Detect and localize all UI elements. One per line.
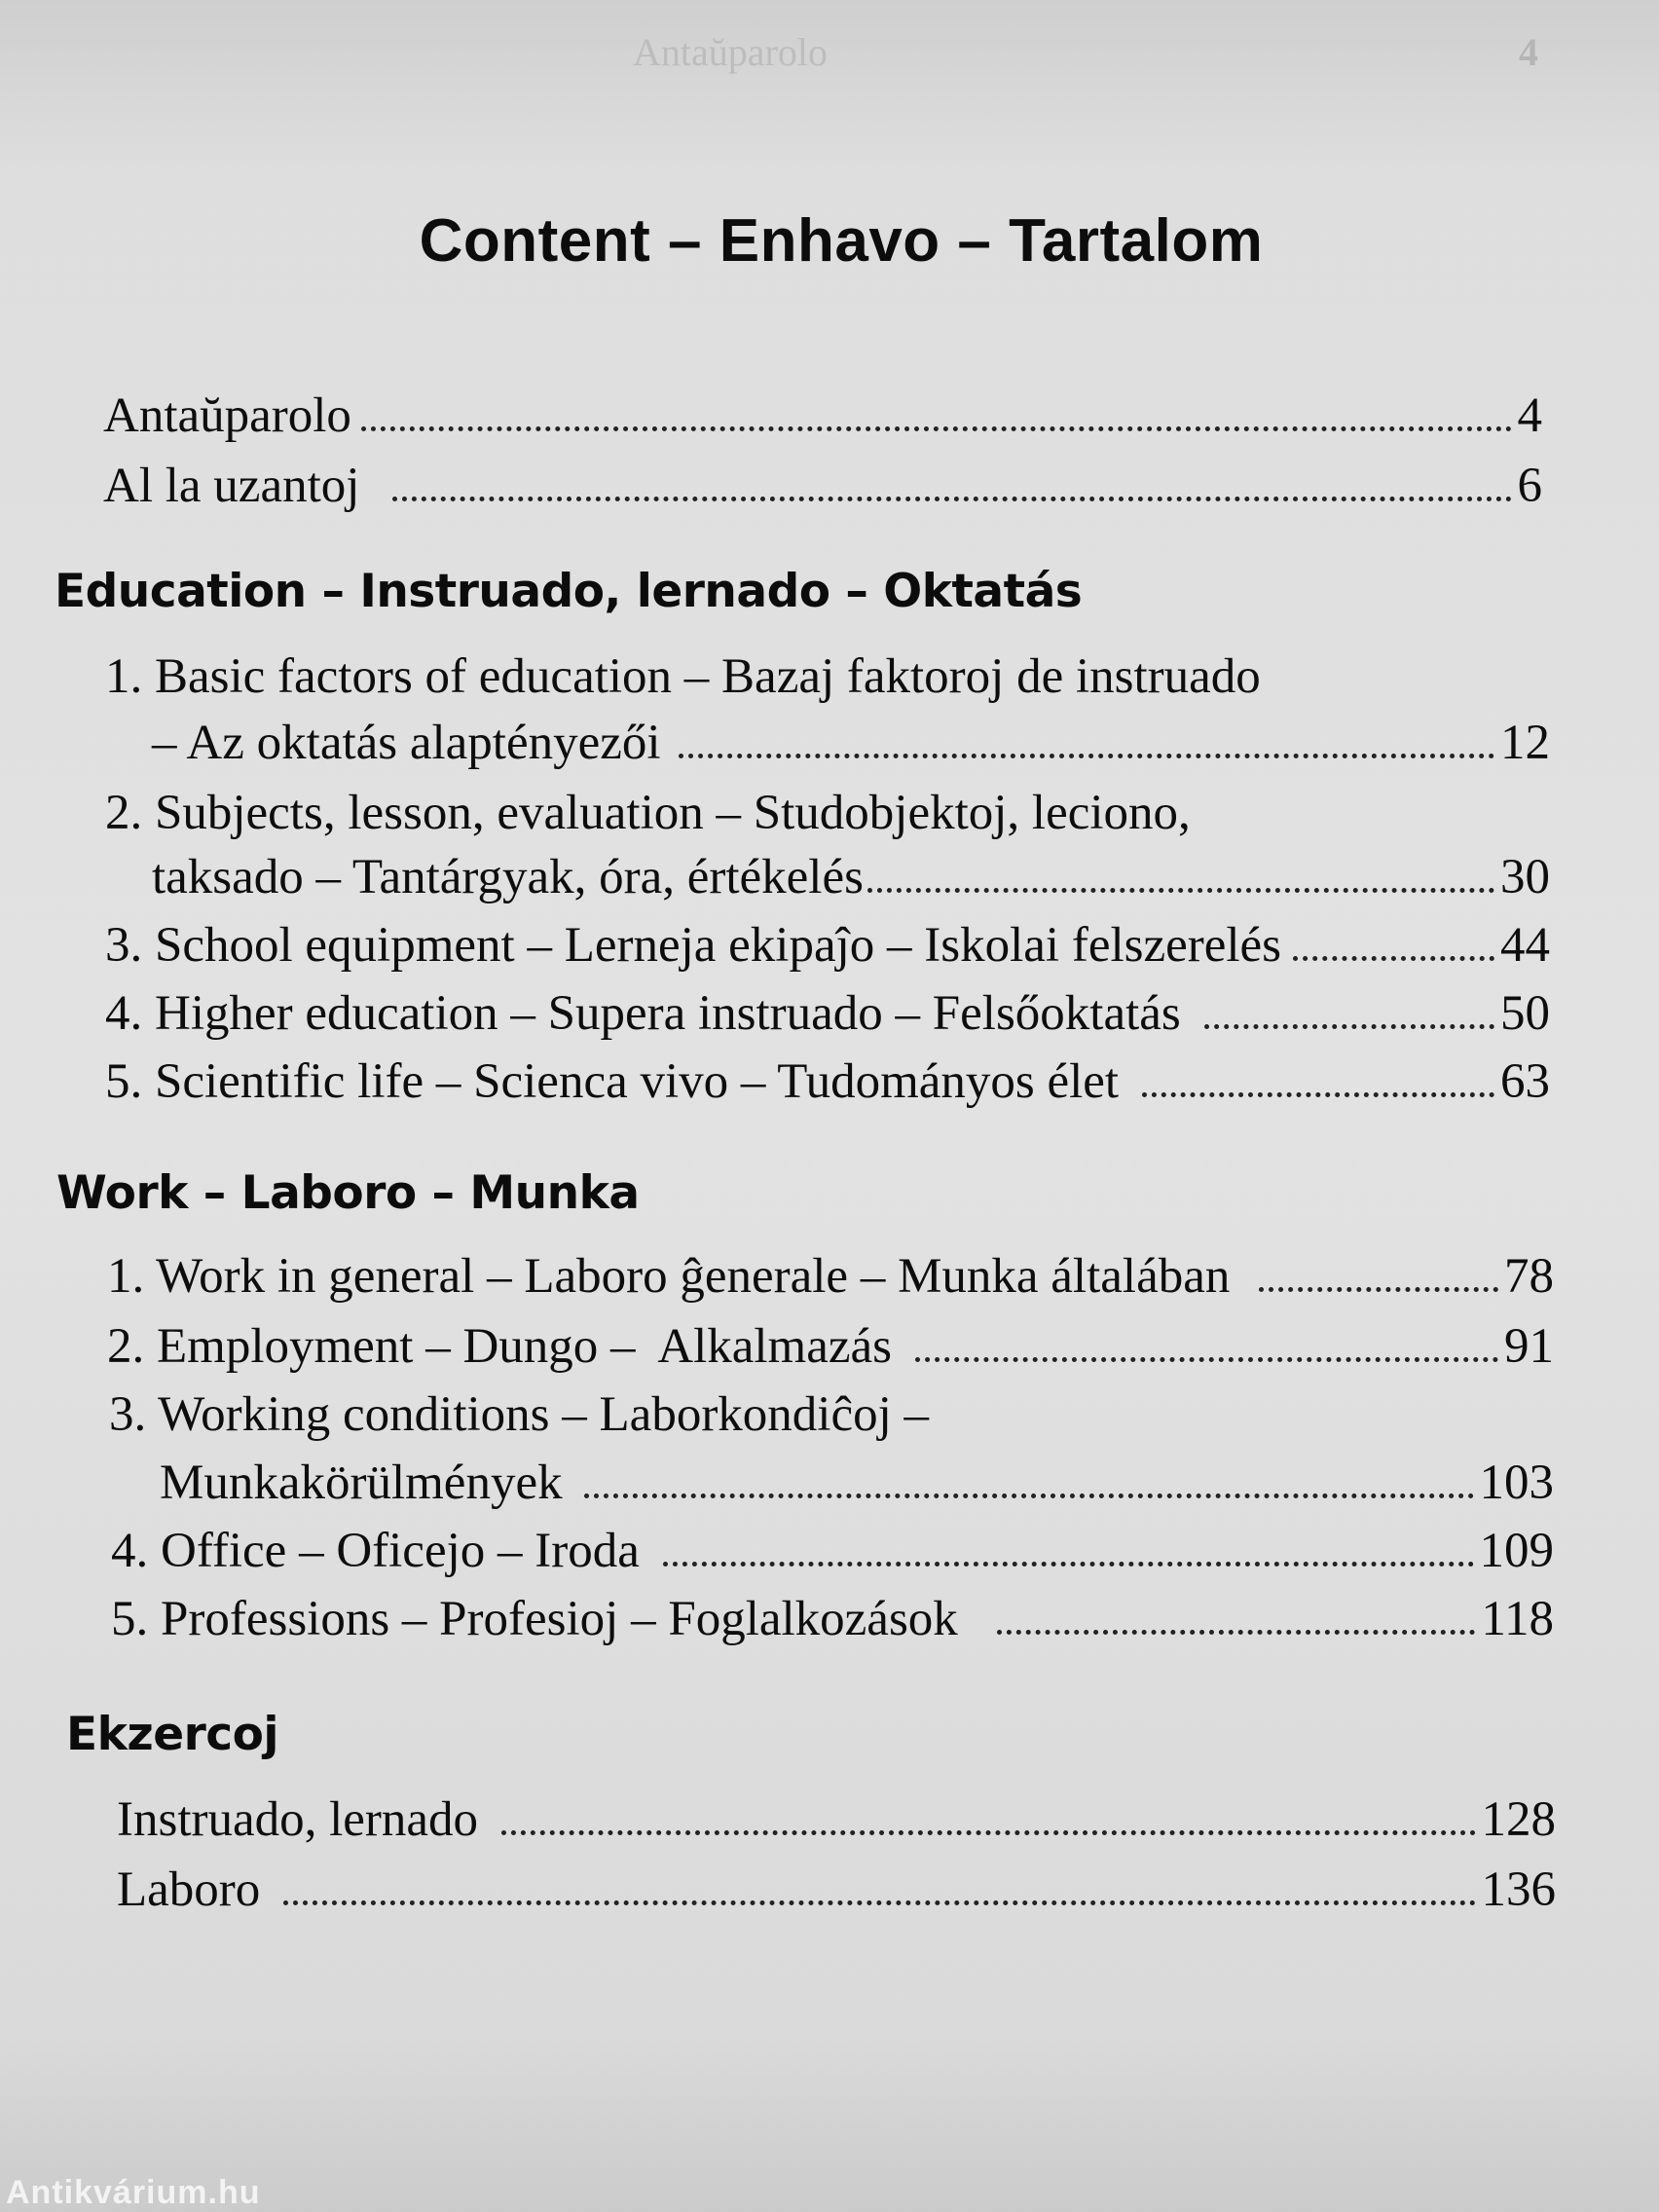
toc-entry-education-1[interactable]: [152, 715, 1550, 771]
toc-entry-label: 4. Office – Oficejo – Iroda: [111, 1524, 640, 1578]
toc-entry-page: 4: [1517, 388, 1542, 443]
running-head: Antaŭparolo: [633, 30, 828, 74]
toc-entry-page: 50: [1500, 986, 1550, 1041]
toc-entry-label: Munkakörülmények: [160, 1456, 563, 1510]
toc-entry-page: 78: [1504, 1249, 1554, 1304]
page-title: Content – Enhavo – Tartalom: [419, 207, 1264, 275]
toc-entry-work-4[interactable]: [111, 1523, 1554, 1579]
toc-entry-page: 30: [1500, 850, 1550, 904]
dot-leader: [392, 497, 1511, 501]
toc-entry-exercise-2[interactable]: [117, 1862, 1556, 1918]
dot-leader: [1204, 1024, 1494, 1029]
toc-entry-page: 136: [1481, 1862, 1556, 1917]
toc-entry-foreword[interactable]: [103, 387, 1542, 444]
toc-entry-page: 103: [1479, 1456, 1554, 1510]
toc-entry-label: Laboro: [117, 1862, 261, 1917]
toc-entry-page: 12: [1500, 716, 1550, 770]
toc-entry-page: 118: [1481, 1592, 1554, 1646]
running-page-number: 4: [1519, 30, 1538, 74]
dot-leader: [867, 888, 1494, 893]
toc-entry-label: 5. Scientific life – Scienca vivo – Tudományos élet: [105, 1054, 1120, 1109]
dot-leader: [584, 1493, 1474, 1498]
toc-entry-education-4[interactable]: [105, 985, 1550, 1042]
toc-entry-page: 6: [1517, 459, 1542, 513]
dot-leader: [361, 426, 1512, 431]
toc-entry-label: Antaŭparolo: [103, 388, 351, 443]
toc-entry-label: – Az oktatás alaptényezői: [152, 716, 661, 770]
watermark: Antikvárium.hu: [6, 2174, 261, 2211]
toc-entry-exercise-1[interactable]: [117, 1791, 1556, 1848]
toc-entry-label: 2. Employment – Dungo – Alkalmazás: [107, 1319, 892, 1374]
toc-entry-line1[interactable]: 1. Basic factors of education – Bazaj faktoroj de instruado: [105, 649, 1261, 704]
toc-entry-education-3[interactable]: [105, 917, 1550, 974]
dot-leader: [915, 1357, 1498, 1362]
toc-entry-page: 91: [1504, 1319, 1554, 1374]
toc-entry-work-2[interactable]: [107, 1318, 1554, 1375]
dot-leader: [1293, 956, 1494, 961]
toc-entry-line1[interactable]: 2. Subjects, lesson, evaluation – Studobjektoj, leciono,: [105, 786, 1191, 840]
toc-entry-label: 5. Professions – Profesioj – Foglalkozások: [111, 1592, 958, 1646]
toc-entry-label: 1. Work in general – Laboro ĝenerale – Munka általában: [107, 1249, 1231, 1304]
toc-entry-page: 109: [1479, 1524, 1554, 1578]
section-heading-work: Work – Laboro – Munka: [56, 1166, 640, 1220]
toc-entry-line1[interactable]: 3. Working conditions – Laborkondiĉoj –: [109, 1387, 930, 1442]
dot-leader: [1142, 1092, 1494, 1097]
toc-entry-label: taksado – Tantárgyak, óra, értékelés: [152, 850, 864, 904]
toc-entry-work-1[interactable]: [107, 1248, 1554, 1305]
toc-entry-work-5[interactable]: [111, 1591, 1554, 1647]
toc-entry-label: 3. School equipment – Lerneja ekipaĵo – Iskolai felszerelés: [105, 918, 1282, 973]
toc-entry-label: Instruado, lernado: [117, 1792, 479, 1847]
toc-entry-label: Al la uzantoj: [103, 459, 360, 513]
dot-leader: [679, 754, 1494, 758]
section-heading-education: Education – Instruado, lernado – Oktatás: [55, 565, 1083, 618]
section-heading-exercises: Ekzercoj: [66, 1708, 279, 1761]
dot-leader: [1259, 1287, 1498, 1292]
toc-entry-page: 128: [1481, 1792, 1556, 1847]
toc-entry-education-2[interactable]: [152, 849, 1550, 905]
dot-leader: [663, 1562, 1474, 1567]
dot-leader: [501, 1830, 1475, 1835]
toc-entry-education-5[interactable]: [105, 1053, 1550, 1110]
toc-entry-label: 4. Higher education – Supera instruado – Felsőoktatás: [105, 986, 1181, 1041]
toc-entry-page: 63: [1500, 1054, 1550, 1109]
dot-leader: [997, 1630, 1476, 1635]
dot-leader: [283, 1900, 1475, 1905]
toc-entry-page: 44: [1500, 918, 1550, 973]
toc-entry-users[interactable]: [103, 458, 1542, 514]
toc-entry-work-3[interactable]: [160, 1455, 1554, 1511]
